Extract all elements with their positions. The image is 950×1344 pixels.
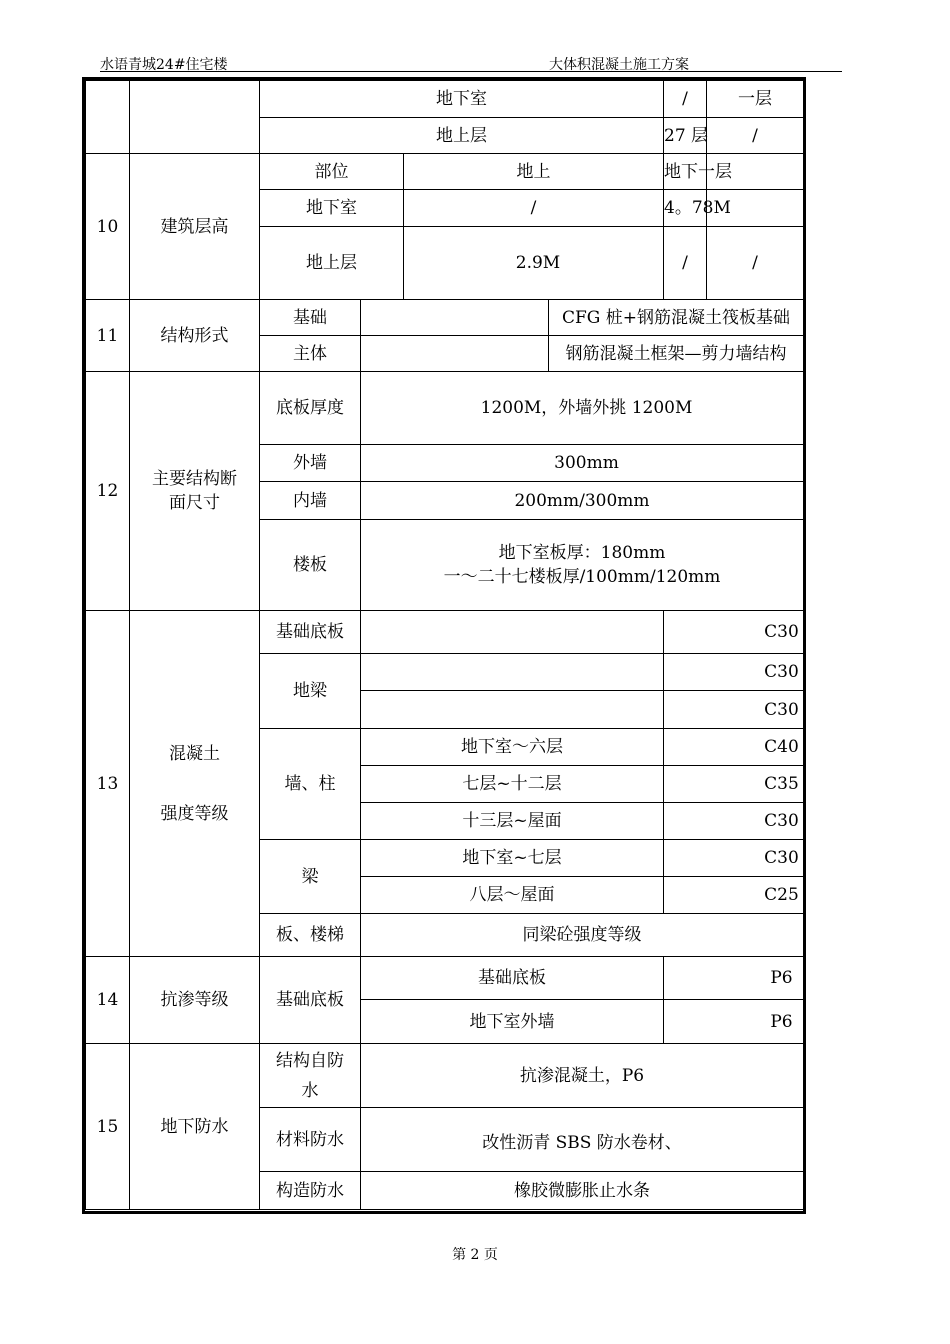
item-number: 12 [86,372,130,611]
header-rule [100,71,842,72]
slab-line2: 一～二十七楼板厚/100mm/120mm [443,567,721,587]
seepage-desc: 地下室外墙 [361,1000,664,1044]
grade-value: C35 [664,766,804,803]
section-label: 内墙 [260,482,361,520]
h-above-b2: / [707,227,804,300]
section-value: 1200M，外墙外挑 1200M [361,372,804,445]
item-name-line2: 强度等级 [160,803,229,824]
section-label: 楼板 [260,520,361,611]
grade-value: 同梁砼强度等级 [361,914,804,957]
waterproof-value: 抗渗混凝土，P6 [361,1044,804,1108]
slab-line1: 地下室板厚：180mm [498,543,666,563]
item-number: 13 [86,611,130,957]
item-number: 11 [86,300,130,372]
section-value [361,520,804,611]
grade-value: C30 [664,611,804,654]
h-above-value: 2.9M [404,227,664,300]
structure-value: 钢筋混凝土框架—剪力墙结构 [549,336,804,372]
section-label: 外墙 [260,445,361,482]
item-name-line2: 面尺寸 [169,493,220,513]
table-row [86,154,804,190]
grade-desc: 十三层~屋面 [361,803,664,840]
structure-value: CFG 桩+钢筋混凝土筏板基础 [549,300,804,336]
seepage-grade: P6 [664,1000,804,1044]
header-project-name: 水语青城24#住宅楼 [100,57,228,73]
waterproof-label-line1: 结构自防 [276,1050,344,1071]
floors-basement-below: 一层 [707,81,804,118]
table-row [86,1044,804,1108]
structure-label: 主体 [260,336,361,372]
seepage-label: 基础底板 [260,957,361,1044]
spec-table [85,80,804,1210]
table-row [86,957,804,1000]
table-row [86,611,804,654]
section-value: 300mm [361,445,804,482]
floors-above-label: 地上层 [260,118,664,154]
grade-label: 基础底板 [260,611,361,654]
h-basement-above: / [404,190,664,227]
grade-value: C30 [664,840,804,877]
item-name: 抗渗等级 [130,957,260,1044]
grade-label: 梁 [260,840,361,914]
grade-desc [361,654,664,691]
grade-label: 地梁 [260,654,361,729]
grade-desc [361,611,664,654]
grade-value: C30 [664,654,804,691]
item-name: 建筑层高 [130,154,260,300]
waterproof-value: 橡胶微膨胀止水条 [361,1172,804,1210]
grade-desc [361,691,664,729]
item-name-line1: 主要结构断 [152,469,237,489]
section-value: 200mm/300mm [361,482,804,520]
waterproof-label [260,1044,361,1108]
h-basement-b1: 4。78M [664,190,707,227]
item-name: 地下防水 [130,1044,260,1210]
item-name [130,611,260,957]
grade-desc: 地下室~七层 [361,840,664,877]
grade-value: C40 [664,729,804,766]
item-name-line1: 混凝土 [169,743,220,764]
section-label: 底板厚度 [260,372,361,445]
grade-desc: 八层～屋面 [361,877,664,914]
item-name [130,372,260,611]
spec-table-frame [82,77,806,1214]
item-number: 15 [86,1044,130,1210]
grade-value: C25 [664,877,804,914]
grade-value: C30 [664,691,804,729]
item-name: 结构形式 [130,300,260,372]
waterproof-label: 材料防水 [260,1108,361,1172]
table-row [86,300,804,336]
h-above-b1: / [664,227,707,300]
floors-basement-above: / [664,81,707,118]
item-number: 14 [86,957,130,1044]
h-above-label: 地上层 [260,227,404,300]
seepage-desc: 基础底板 [361,957,664,1000]
grade-desc: 七层~十二层 [361,766,664,803]
floors-basement-label: 地下室 [260,81,664,118]
head-below-1: 地下一层 [664,154,707,190]
seepage-grade: P6 [664,957,804,1000]
table-row [86,81,804,118]
head-above: 地上 [404,154,664,190]
item-number: 10 [86,154,130,300]
floors-above-below: / [707,118,804,154]
h-basement-label: 地下室 [260,190,404,227]
page-number: 第 2 页 [452,1247,498,1263]
waterproof-label-line2: 水 [301,1080,319,1101]
grade-label: 墙、柱 [260,729,361,840]
structure-label: 基础 [260,300,361,336]
head-position: 部位 [260,154,404,190]
grade-label: 板、楼梯 [260,914,361,957]
grade-value: C30 [664,803,804,840]
grade-desc: 地下室～六层 [361,729,664,766]
waterproof-label: 构造防水 [260,1172,361,1210]
table-row [86,372,804,445]
waterproof-value: 改性沥青 SBS 防水卷材、 [361,1108,804,1172]
floors-above-above: 27 层 [664,118,707,154]
header-document-title: 大体积混凝土施工方案 [549,57,689,73]
